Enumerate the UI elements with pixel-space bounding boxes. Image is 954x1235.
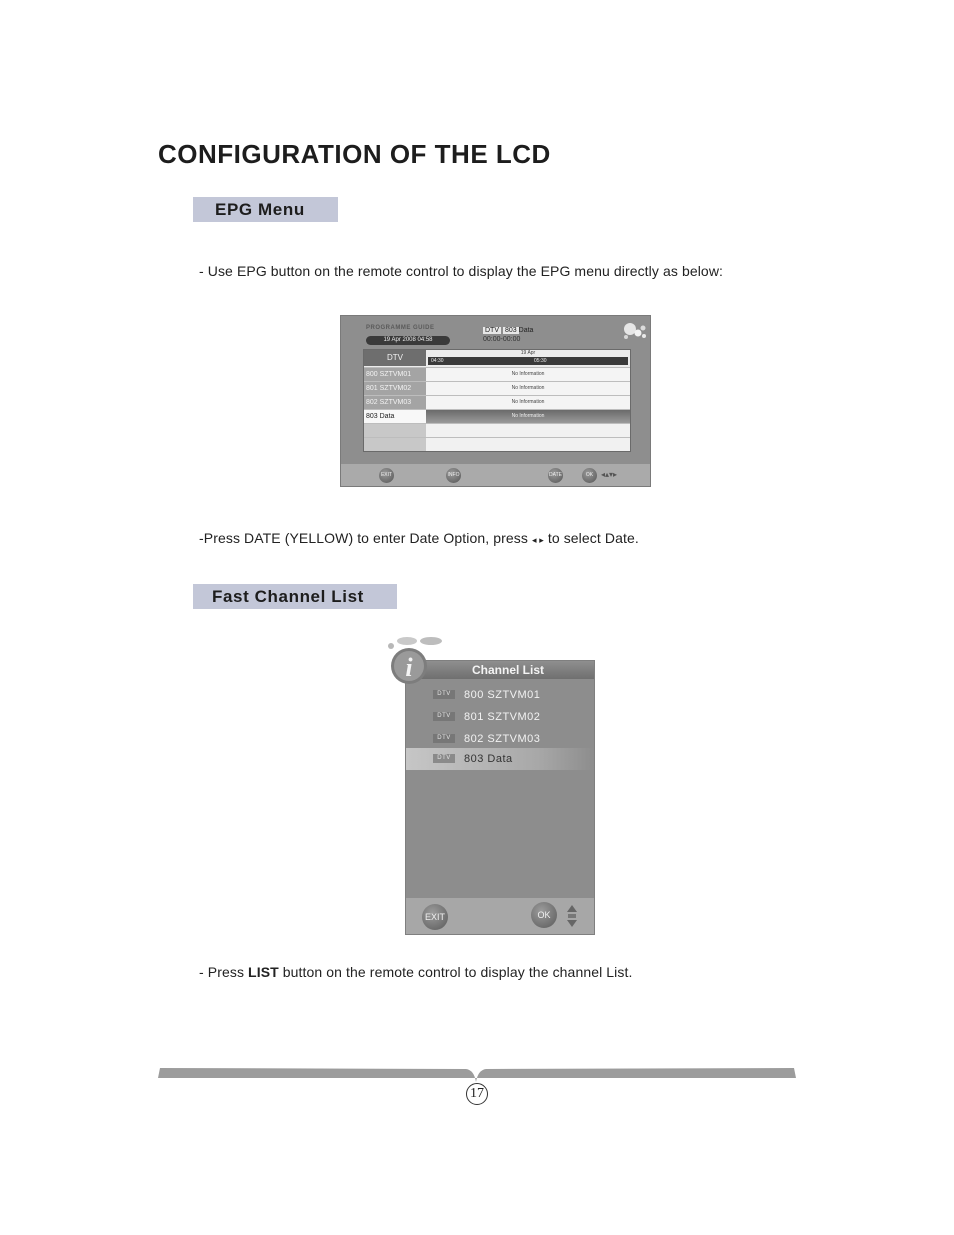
epg-row[interactable]: [364, 395, 630, 409]
epg-row-channel: 802 SZTVM03: [364, 396, 426, 409]
list-instruction-after: button on the remote control to display the channel List.: [282, 964, 633, 980]
epg-title: PROGRAMME GUIDE: [366, 325, 435, 331]
epg-date-button[interactable]: DATE: [548, 468, 563, 483]
epg-row-channel: 800 SZTVM01: [364, 368, 426, 381]
epg-row-program: No Information: [426, 396, 630, 409]
channel-list-item[interactable]: [406, 684, 594, 706]
epg-info-channel: 803: [504, 327, 517, 334]
epg-info-type: DTV: [485, 327, 499, 334]
channel-label: 801 SZTVM02: [464, 711, 541, 723]
epg-row-program: No Information: [426, 410, 630, 423]
epg-row-selected[interactable]: [364, 409, 630, 423]
bubbles-logo-icon: [621, 321, 649, 341]
channel-label: 802 SZTVM03: [464, 733, 541, 745]
epg-row[interactable]: [364, 381, 630, 395]
page-number: 17: [466, 1083, 488, 1105]
epg-row[interactable]: [364, 367, 630, 381]
channel-list-screenshot: [405, 660, 595, 935]
date-note-before: -Press DATE (YELLOW) to enter Date Option, press: [199, 530, 528, 546]
epg-section-label: EPG Menu: [193, 197, 338, 222]
channel-label: 803 Data: [464, 753, 513, 765]
epg-row-empty: [364, 423, 630, 437]
epg-time-bar: [428, 357, 628, 365]
epg-ok-button[interactable]: OK: [582, 468, 597, 483]
channel-exit-button[interactable]: EXIT: [422, 904, 448, 930]
channel-type-badge: DTV: [433, 734, 455, 743]
epg-exit-button[interactable]: EXIT: [379, 468, 394, 483]
date-note: [199, 530, 639, 546]
left-right-arrows-icon: ◂ ▸: [531, 535, 544, 545]
epg-info-time: 00:00-00:00: [483, 336, 521, 343]
list-instruction: [199, 964, 632, 980]
channel-type-badge: DTV: [433, 712, 455, 721]
epg-instruction: - Use EPG button on the remote control to display the EPG menu directly as below:: [199, 263, 724, 279]
epg-time-start: 04:30: [431, 358, 444, 364]
channel-label: 800 SZTVM01: [464, 689, 541, 701]
info-icon: [387, 636, 447, 686]
epg-row-channel: 803 Data: [364, 410, 426, 423]
svg-text:i: i: [405, 653, 413, 682]
page-title: CONFIGURATION OF THE LCD: [158, 139, 551, 169]
epg-info: [483, 327, 533, 334]
up-down-arrows-icon: [565, 904, 579, 928]
channel-list-item-selected[interactable]: [406, 748, 594, 770]
epg-grid: [363, 349, 631, 452]
epg-time-end: 05:30: [534, 358, 547, 364]
channel-list-title: Channel List: [406, 661, 594, 679]
epg-row-program: No Information: [426, 382, 630, 395]
epg-screenshot: [340, 315, 651, 487]
epg-column-header: DTV: [364, 350, 426, 366]
epg-info-name: Data: [518, 327, 534, 334]
channel-type-badge: DTV: [433, 690, 455, 699]
channel-ok-button[interactable]: OK: [531, 902, 557, 928]
navigation-arrows-icon: ◂▴▾▸: [601, 470, 618, 479]
date-note-after: to select Date.: [547, 530, 639, 546]
channel-list-item[interactable]: [406, 728, 594, 750]
epg-row-program: No Information: [426, 368, 630, 381]
channel-list-item[interactable]: [406, 706, 594, 728]
epg-row-channel: 801 SZTVM02: [364, 382, 426, 395]
list-instruction-before: - Press: [199, 964, 245, 980]
channel-type-badge: DTV: [433, 754, 455, 763]
list-button-name: LIST: [248, 964, 279, 980]
epg-date-header: 19 Apr: [520, 350, 536, 356]
epg-row-empty: [364, 437, 630, 451]
channel-section-label: Fast Channel List: [193, 584, 397, 609]
epg-info-button[interactable]: INFO: [446, 468, 461, 483]
epg-datetime: 19 Apr 2008 04:58: [366, 336, 450, 345]
